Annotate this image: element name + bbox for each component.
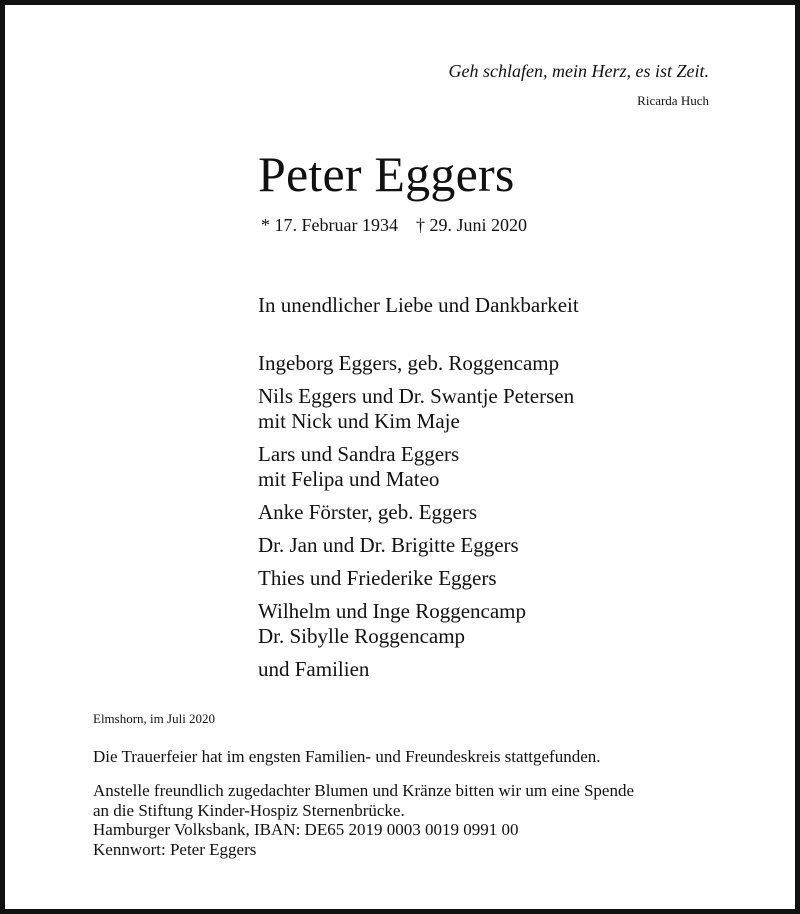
mourner-line: Dr. Sibylle Roggencamp [258, 624, 466, 648]
mourner-line: Ingeborg Eggers, geb. Roggencamp [258, 351, 560, 375]
life-dates [261, 215, 527, 236]
mourner-line: Lars und Sandra Eggers [258, 442, 460, 466]
birth-date: * 17. Februar 1934 [261, 215, 398, 235]
mourner-line: Thies und Friederike Eggers [258, 566, 497, 590]
deceased-name: Peter Eggers [258, 146, 515, 202]
mourner-entry [258, 599, 574, 649]
donation-line: Anstelle freundlich zugedachter Blumen und Kränze bitten wir um eine Spende [93, 781, 634, 800]
donation-line: an die Stiftung Kinder-Hospiz Sternenbrücke. [93, 800, 405, 820]
mourner-line: mit Nick und Kim Maje [258, 409, 460, 433]
mourner-entry [258, 566, 574, 591]
donation-note [93, 781, 634, 859]
ceremony-note: Die Trauerfeier hat im engsten Familien- und Freundeskreis stattgefunden. [93, 747, 601, 766]
mourner-entry [258, 351, 574, 376]
epigraph-quote: Geh schlafen, mein Herz, es ist Zeit. [448, 61, 709, 81]
mourner-entry [258, 500, 574, 525]
mourner-entry [258, 384, 574, 434]
mourner-line: Anke Förster, geb. Eggers [258, 500, 478, 524]
mourner-line: mit Felipa und Mateo [258, 467, 440, 491]
death-date: † 29. Juni 2020 [415, 215, 527, 235]
mourner-line: Nils Eggers und Dr. Swantje Petersen [258, 384, 575, 408]
dedication-line: In unendlicher Liebe und Dankbarkeit [258, 293, 579, 317]
place-and-date: Elmshorn, im Juli 2020 [93, 711, 216, 726]
donation-line: Kennwort: Peter Eggers [93, 839, 257, 859]
mourner-line: und Familien [258, 657, 370, 681]
mourners-list [258, 351, 574, 690]
mourner-entry [258, 657, 574, 682]
donation-line: Hamburger Volksbank, IBAN: DE65 2019 0003 0019 0991 00 [93, 820, 519, 839]
mourner-line: Dr. Jan und Dr. Brigitte Eggers [258, 533, 519, 557]
epigraph-author: Ricarda Huch [637, 93, 709, 108]
mourner-entry [258, 533, 574, 558]
mourner-line: Wilhelm und Inge Roggencamp [258, 599, 527, 623]
mourner-entry [258, 442, 574, 492]
